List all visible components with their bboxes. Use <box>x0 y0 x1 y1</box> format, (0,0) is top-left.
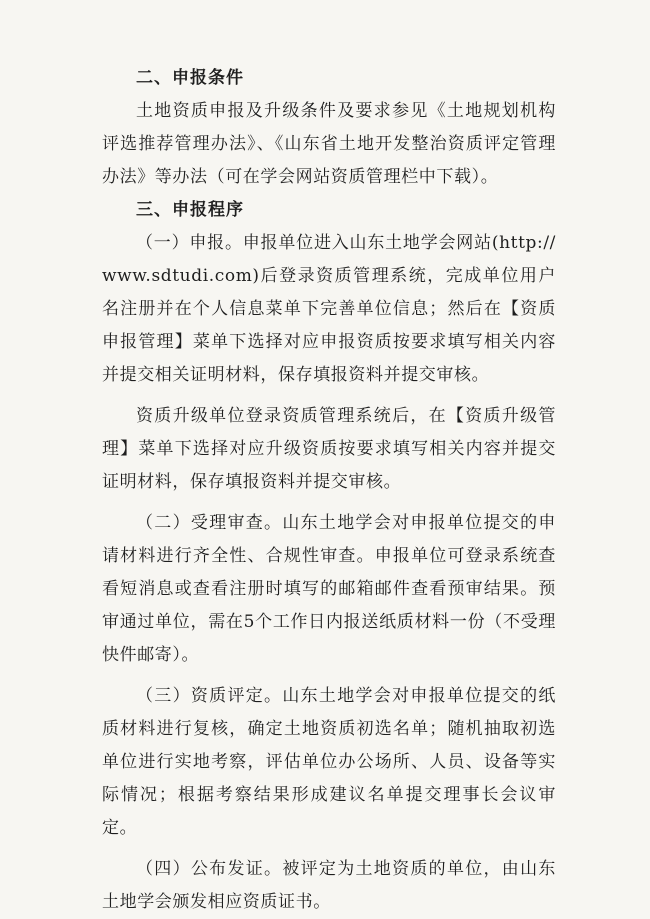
step3-text: 山东土地学会对申报单位提交的纸质材料进行复核，确定土地资质初选名单；随机抽取初选单位进行实地考察，评估单位办公场所、人员、设备等实际情况；根据考察结果形成建议名单提交理事长会议审定。 <box>102 686 556 838</box>
step3-label: （三）资质评定。 <box>136 686 283 706</box>
step4-text: 被评定为土地资质的单位，由山东土地学会颁发相应资质证书。 <box>102 859 556 912</box>
step1-paragraph <box>102 227 556 392</box>
step4-paragraph <box>102 853 556 919</box>
section-heading-conditions: 二、申报条件 <box>136 68 244 88</box>
step3-paragraph <box>102 680 556 845</box>
upgrade-paragraph: 资质升级单位登录资质管理系统后，在【资质升级管理】菜单下选择对应升级资质按要求填写相关内容并提交证明材料，保存填报资料并提交审核。 <box>102 406 556 492</box>
section-heading-procedure: 三、申报程序 <box>136 200 244 220</box>
step2-paragraph <box>102 507 556 672</box>
step1-text: 申报单位进入山东土地学会网站(http://www.sdtudi.com)后登录资质管理系统，完成单位用户名注册并在个人信息菜单下完善单位信息；然后在【资质申报管理】菜单下选择对应申报资质按要求填写相关内容并提交相关证明材料，保存填报资料并提交审核。 <box>102 233 556 385</box>
step2-label: （二）受理审查。 <box>136 513 283 533</box>
step2-text: 山东土地学会对申报单位提交的申请材料进行齐全性、合规性审查。申报单位可登录系统查看短消息或查看注册时填写的邮箱邮件查看预审结果。预审通过单位，需在5个工作日内报送纸质材料一份（不受理快件邮寄）。 <box>102 513 556 665</box>
step1-label: （一）申报。 <box>136 233 243 253</box>
conditions-paragraph: 土地资质申报及升级条件及要求参见《土地规划机构评选推荐管理办法》、《山东省土地开发整治资质评定管理办法》等办法（可在学会网站资质管理栏中下载）。 <box>102 101 556 187</box>
step4-label: （四）公布发证。 <box>136 859 283 879</box>
